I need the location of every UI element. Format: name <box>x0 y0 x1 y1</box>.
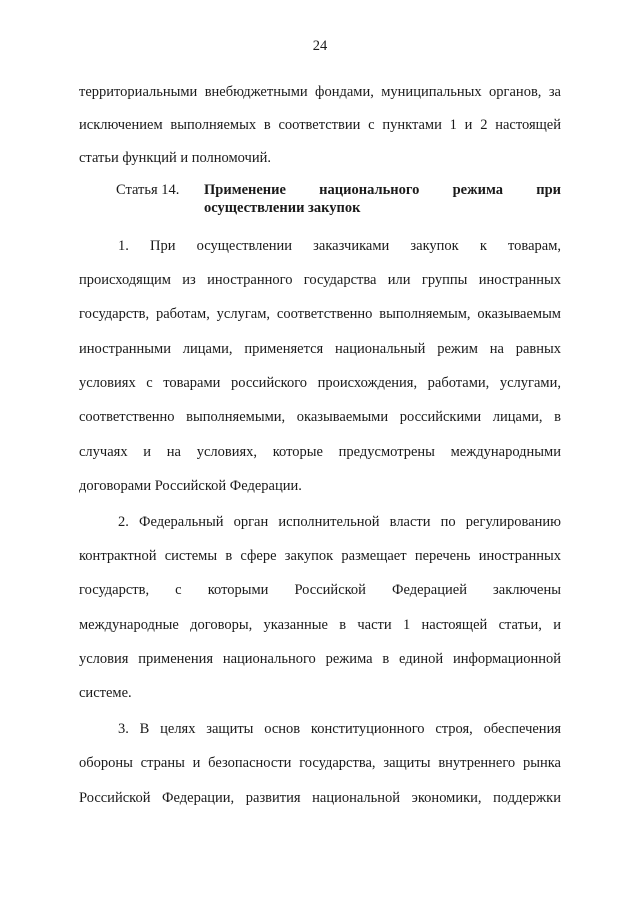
intro-line-1: территориальными внебюджетными фондами, муниципальных органов, за <box>79 84 561 100</box>
article-label: Статья 14. <box>116 182 180 198</box>
para1-line-3: государств, работам, услугам, соответственно выполняемым, оказываемым <box>79 306 561 322</box>
para1-line-6: соответственно выполняемыми, оказываемыми российскими лицами, в <box>79 409 561 425</box>
para1-line-2: происходящим из иностранного государства или группы иностранных <box>79 272 561 288</box>
para1-line-5: условиях с товарами российского происхождения, работами, услугами, <box>79 375 561 391</box>
para3-line-2: обороны страны и безопасности государства, защиты внутреннего рынка <box>79 755 561 771</box>
para1-line-4: иностранными лицами, применяется национальный режим на равных <box>79 341 561 357</box>
article-title-line-1: Применение национального режима при <box>204 182 561 198</box>
para1-line-7: случаях и на условиях, которые предусмотрены международными <box>79 444 561 460</box>
para2-line-5: условия применения национального режима в единой информационной <box>79 651 561 667</box>
para2-line-3: государств, с которыми Российской Федерацией заключены <box>79 582 561 598</box>
para2-line-2: контрактной системы в сфере закупок размещает перечень иностранных <box>79 548 561 564</box>
para2-line-4: международные договоры, указанные в части 1 настоящей статьи, и <box>79 617 561 633</box>
intro-line-2: исключением выполняемых в соответствии с пунктами 1 и 2 настоящей <box>79 117 561 133</box>
para2-line-6: системе. <box>79 685 132 701</box>
intro-line-3: статьи функций и полномочий. <box>79 150 271 166</box>
para3-line-3: Российской Федерации, развития национальной экономики, поддержки <box>79 790 561 806</box>
page-number: 24 <box>312 38 328 54</box>
para1-line-1: 1. При осуществлении заказчиками закупок к товарам, <box>118 238 561 254</box>
para2-line-1: 2. Федеральный орган исполнительной власти по регулированию <box>118 514 561 530</box>
article-title-line-2: осуществлении закупок <box>204 200 361 216</box>
para1-line-8: договорами Российской Федерации. <box>79 478 302 494</box>
para3-line-1: 3. В целях защиты основ конституционного строя, обеспечения <box>118 721 561 737</box>
